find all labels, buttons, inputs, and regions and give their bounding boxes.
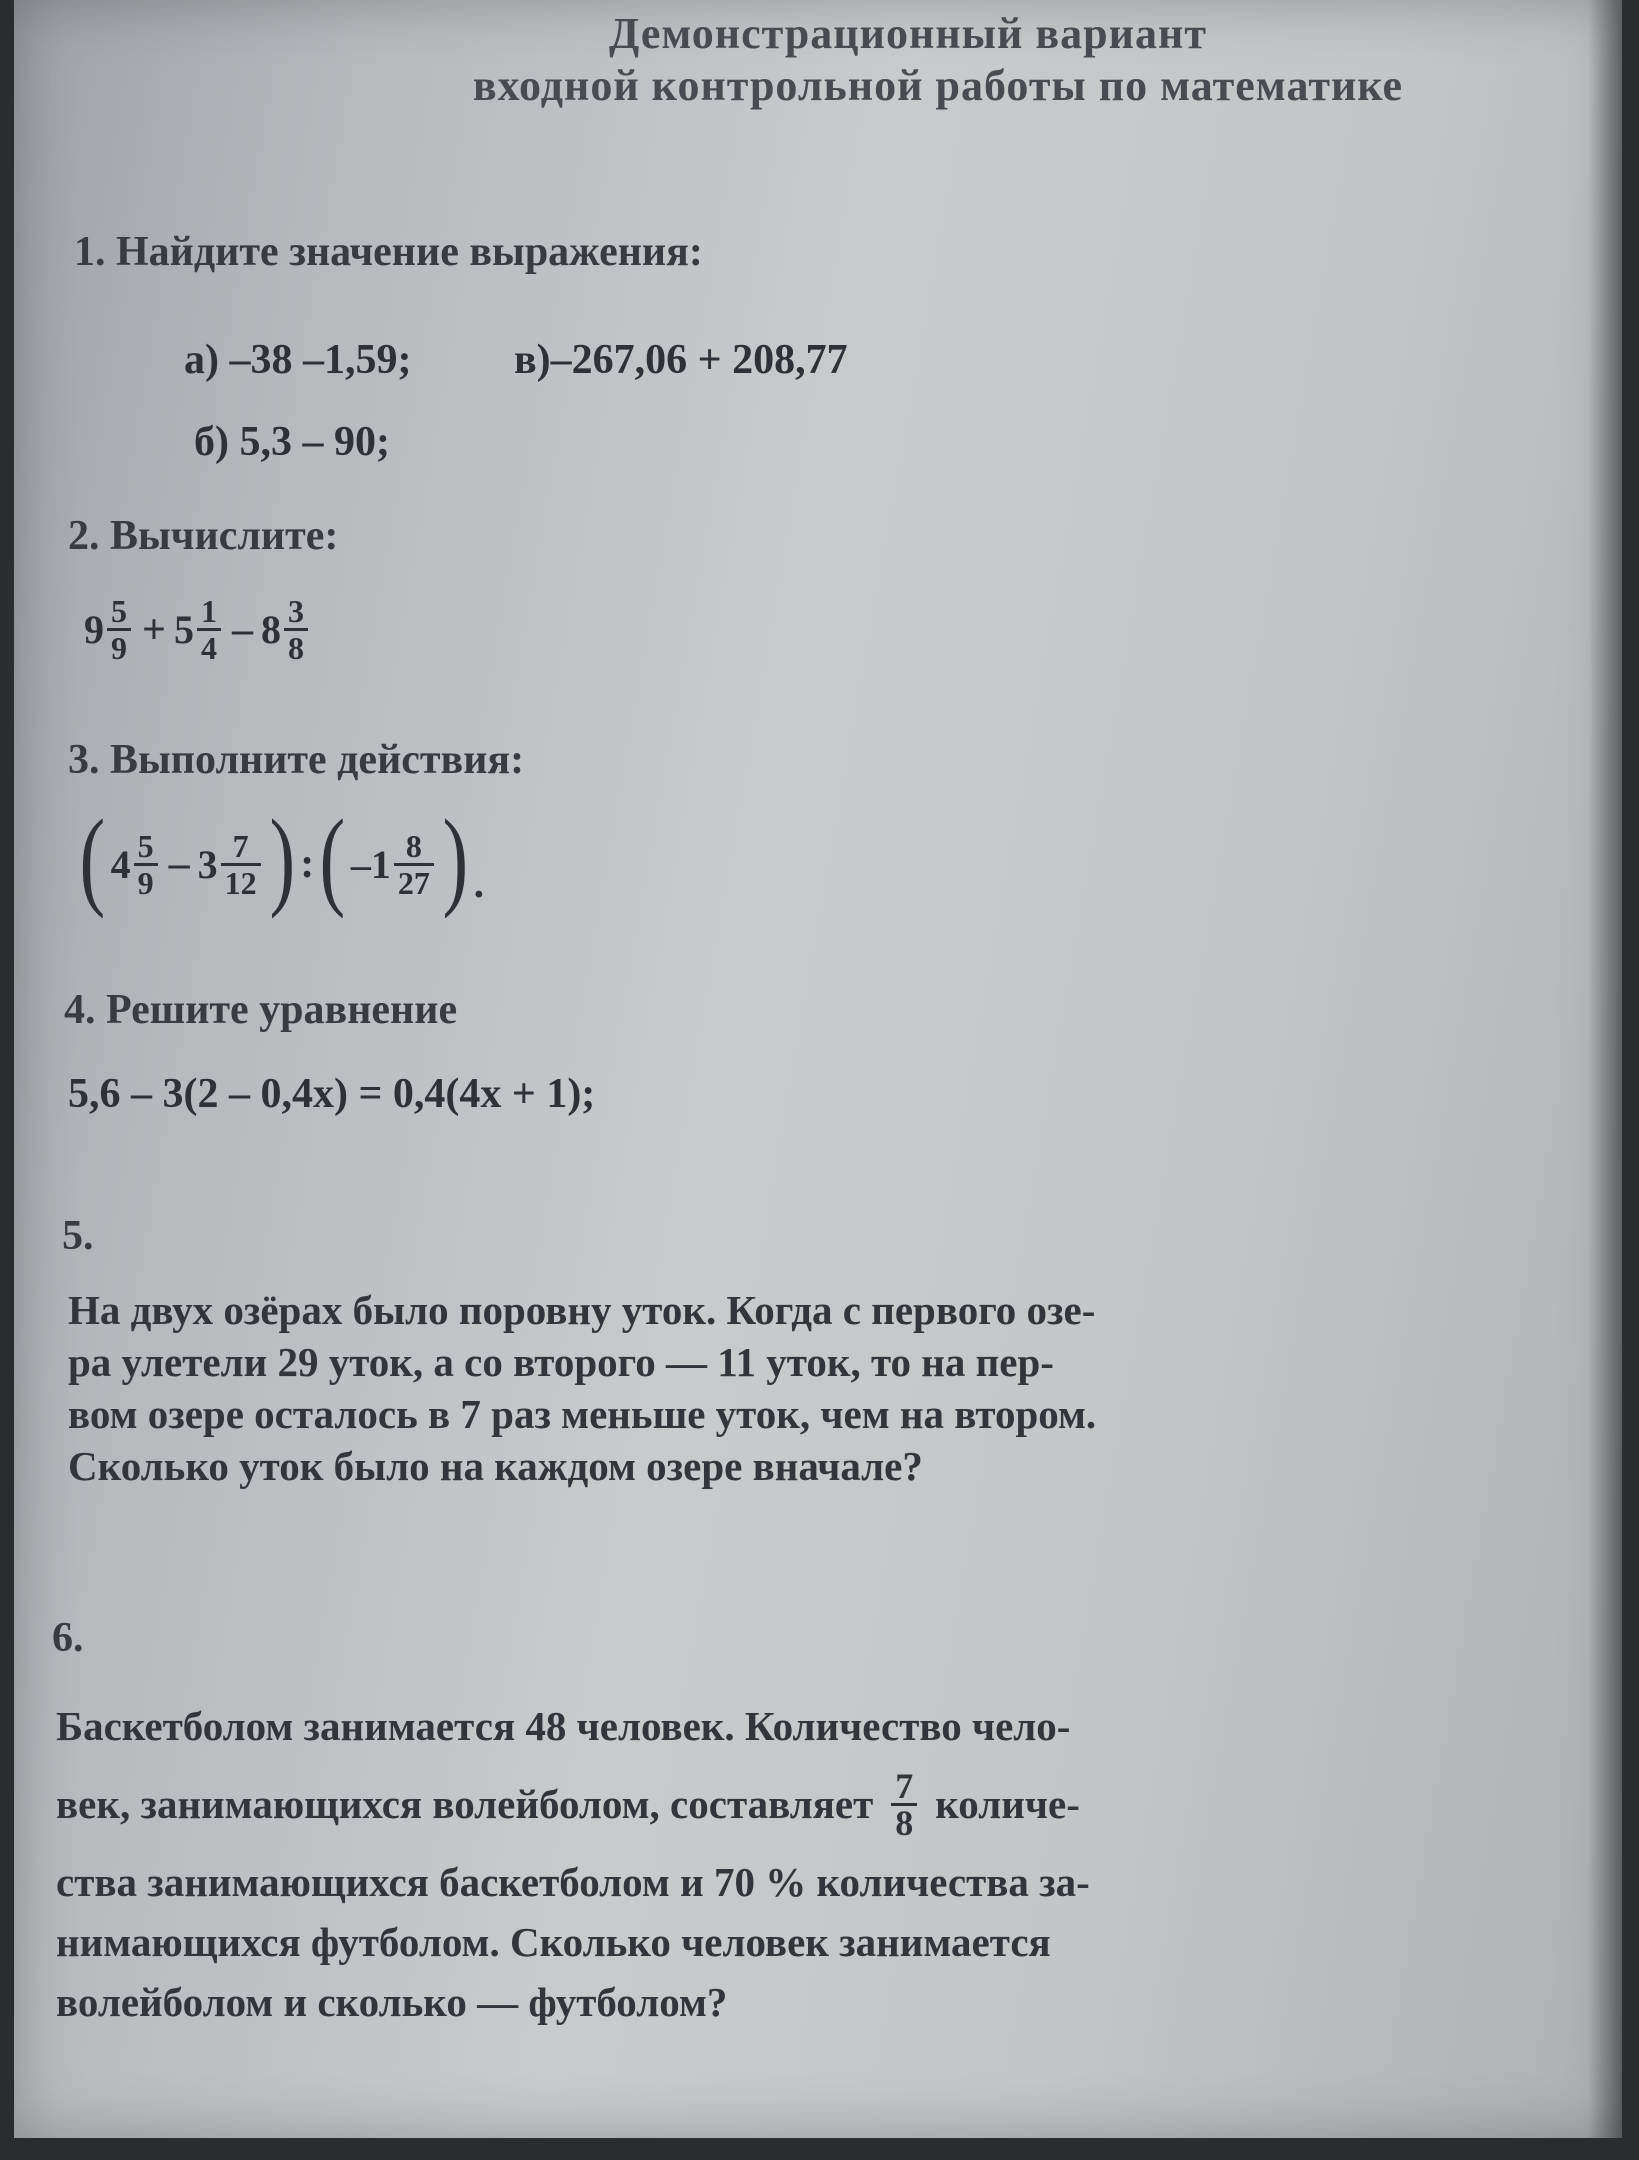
page-shadow-edge bbox=[1588, 0, 1622, 2138]
task2-expression: 9 $\frac{5}{9}$ + 5 $\frac{1}{4}$ – 8 $\frac{3}{8}$ bbox=[84, 594, 311, 665]
task6-fraction: $\frac{7}{8}$ bbox=[891, 1769, 917, 1840]
task1-item-b: б) 5,3 – 90; bbox=[194, 419, 390, 465]
title-line-1: Демонстрационный вариант bbox=[609, 9, 1207, 58]
task1-item-v: в)–267,06 + 208,77 bbox=[514, 337, 848, 383]
task4-heading: 4. Решите уравнение bbox=[64, 987, 458, 1033]
task3-term-2: 3 $\frac{7}{12}$ bbox=[198, 829, 264, 900]
task6-line-5: волейболом и сколько — футболом? bbox=[56, 1979, 728, 2025]
worksheet-page bbox=[14, 0, 1622, 2138]
task6-number: 6. bbox=[52, 1615, 84, 1661]
task5-number: 5. bbox=[62, 1213, 94, 1259]
task6-line-3: ства занимающихся баскетболом и 70 % количества за- bbox=[56, 1859, 1090, 1905]
title-line-2: входной контрольной работы по математике bbox=[472, 61, 1404, 110]
task6-line-4: нимающихся футболом. Сколько человек занимается bbox=[56, 1919, 1051, 1965]
task1-item-a: а) –38 –1,59; bbox=[184, 337, 412, 383]
task2-term-2: 5 $\frac{1}{4}$ bbox=[174, 594, 224, 665]
task3-term-3: –1 $\frac{8}{27}$ bbox=[351, 829, 437, 900]
task1-heading: 1. Найдите значение выражения: bbox=[74, 229, 703, 275]
task2-term-3: 8 $\frac{3}{8}$ bbox=[261, 594, 311, 665]
task5-line-3: вом озере осталось в 7 раз меньше уток, чем на втором. bbox=[68, 1391, 1097, 1437]
task4-equation: 5,6 – 3(2 – 0,4x) = 0,4(4x + 1); bbox=[68, 1071, 596, 1117]
task6-line-2: век, занимающихся волейболом, составляет $\frac{7}{8}$ количе- bbox=[56, 1765, 1080, 1843]
task6-line-1: Баскетболом занимается 48 человек. Количество чело- bbox=[56, 1703, 1071, 1749]
task3-heading: 3. Выполните действия: bbox=[68, 737, 525, 783]
task5-text bbox=[68, 1284, 1348, 1492]
task2-term-1: 9 $\frac{5}{9}$ bbox=[84, 594, 134, 665]
task2-heading: 2. Вычислите: bbox=[68, 513, 339, 559]
task3-expression: ( 4 $\frac{5}{9}$ – 3 $\frac{7}{12}$ ) : ( –1 $\frac{8}{27}$ ) . bbox=[79, 797, 485, 919]
task5-line-4: Сколько уток было на каждом озере вначале? bbox=[68, 1443, 923, 1489]
task5-line-2: ра улетели 29 уток, а со второго — 11 уток, то на пер- bbox=[68, 1339, 1054, 1385]
task3-term-1: 4 $\frac{5}{9}$ bbox=[111, 829, 161, 900]
task5-line-1: На двух озёрах было поровну уток. Когда с первого озе- bbox=[68, 1287, 1096, 1333]
task6-text bbox=[56, 1696, 1436, 2032]
